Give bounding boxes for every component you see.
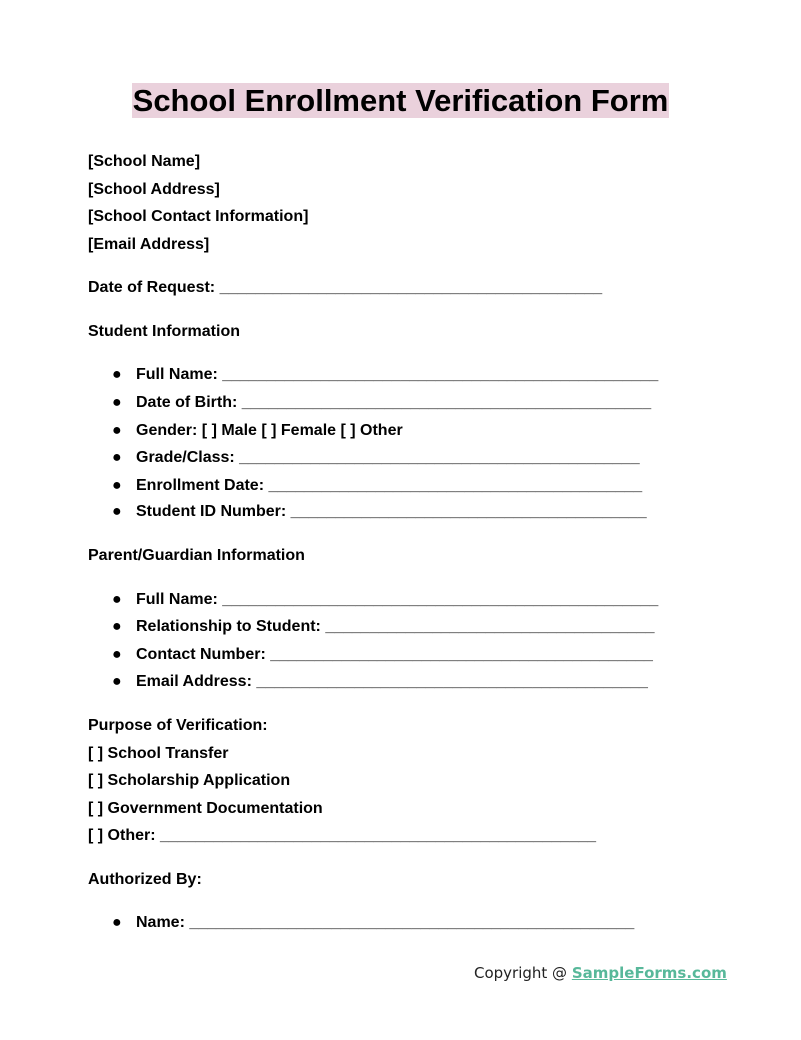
authorized-heading: Authorized By: [88, 871, 202, 888]
school-address: [School Address] [88, 181, 220, 198]
bullet-icon: ● [112, 646, 122, 663]
student-info-heading: Student Information [88, 323, 240, 340]
footer-copyright [474, 964, 727, 982]
page-title: School Enrollment Verification Form [132, 83, 669, 118]
student-grade-field[interactable]: Grade/Class: _____________________________________________ [136, 449, 640, 466]
bullet-icon: ● [112, 449, 122, 466]
bullet-icon: ● [112, 366, 122, 383]
bullet-icon: ● [112, 422, 122, 439]
student-enrollment-date-field[interactable]: Enrollment Date: __________________________________________ [136, 477, 643, 494]
student-full-name-field[interactable]: Full Name: _________________________________________________ [136, 366, 659, 383]
school-name: [School Name] [88, 153, 201, 170]
parent-relationship-field[interactable]: Relationship to Student: _____________________________________ [136, 618, 655, 635]
school-contact: [School Contact Information] [88, 208, 309, 225]
purpose-option-government[interactable]: [ ] Government Documentation [88, 800, 323, 817]
student-dob-field[interactable]: Date of Birth: ______________________________________________ [136, 394, 652, 411]
school-email: [Email Address] [88, 236, 210, 253]
bullet-icon: ● [112, 394, 122, 411]
parent-full-name-field[interactable]: Full Name: _________________________________________________ [136, 591, 659, 608]
bullet-icon: ● [112, 914, 122, 931]
bullet-icon: ● [112, 477, 122, 494]
date-of-request-field[interactable]: Date of Request: ___________________________________________ [88, 279, 603, 296]
parent-info-heading: Parent/Guardian Information [88, 547, 305, 564]
copyright-label: Copyright @ [474, 964, 572, 982]
student-id-field[interactable]: Student ID Number: ________________________________________ [136, 503, 647, 520]
purpose-option-scholarship[interactable]: [ ] Scholarship Application [88, 772, 291, 789]
bullet-icon: ● [112, 618, 122, 635]
parent-email-field[interactable]: Email Address: ____________________________________________ [136, 673, 648, 690]
bullet-icon: ● [112, 591, 122, 608]
purpose-option-other[interactable]: [ ] Other: _________________________________________________ [88, 827, 597, 844]
brand-link[interactable]: SampleForms.com [571, 964, 727, 982]
bullet-icon: ● [112, 673, 122, 690]
purpose-option-school-transfer[interactable]: [ ] School Transfer [88, 745, 229, 762]
parent-contact-number-field[interactable]: Contact Number: ___________________________________________ [136, 646, 653, 663]
authorized-name-field[interactable]: Name: __________________________________________________ [136, 914, 635, 931]
bullet-icon: ● [112, 503, 122, 520]
student-gender-field[interactable]: Gender: [ ] Male [ ] Female [ ] Other [136, 422, 403, 439]
purpose-heading: Purpose of Verification: [88, 717, 268, 734]
